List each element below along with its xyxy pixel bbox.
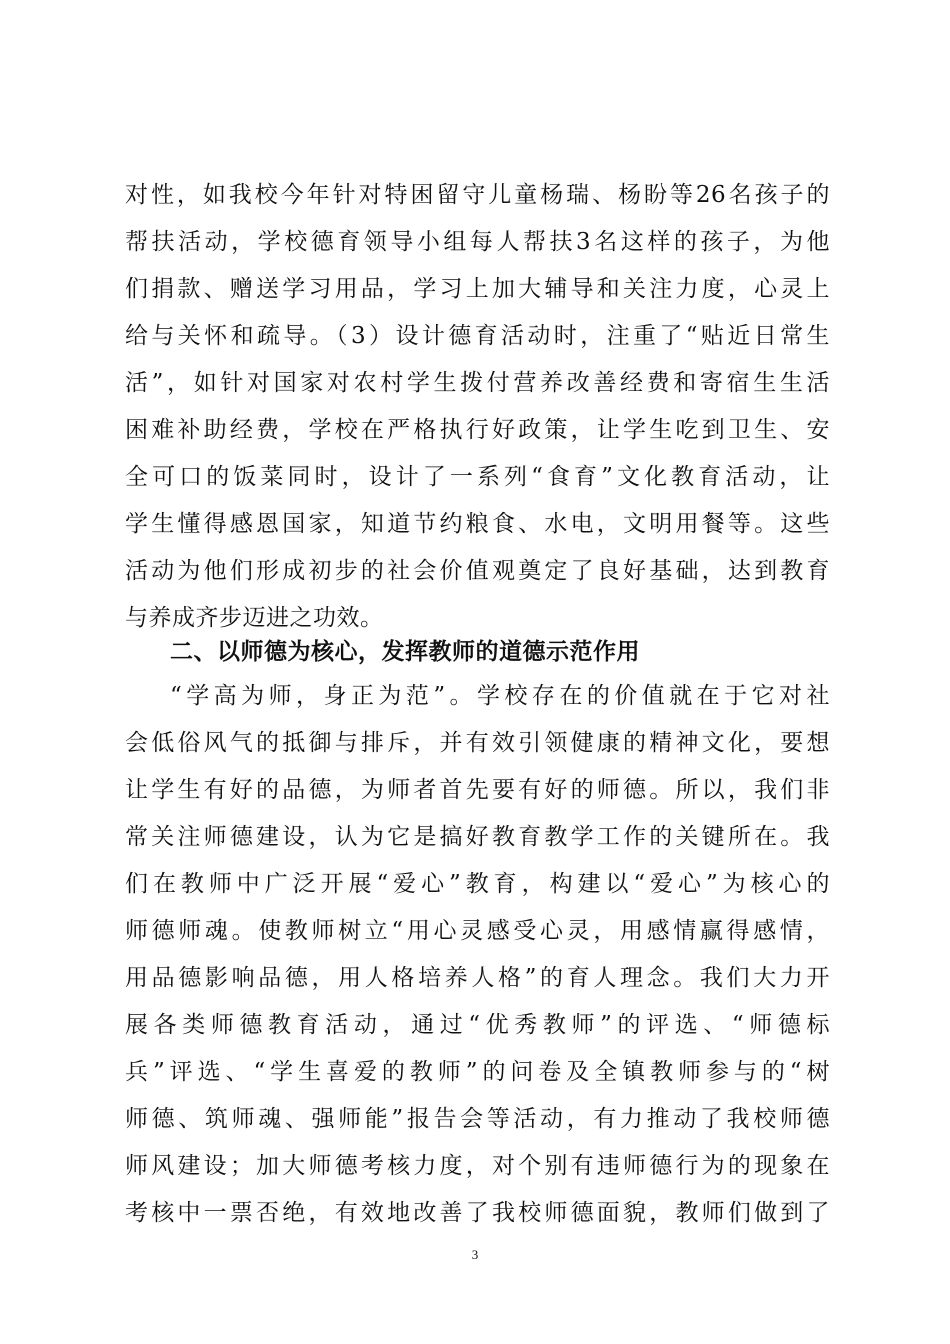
paragraph-2-line: 会低俗风气的抵御与排斥，并有效引领健康的精神文化，要想 [125,730,830,756]
paragraph-2-line: 师德、筑师魂、强师能”报告会等活动，有力推动了我校师德 [125,1106,830,1132]
paragraph-2-line: 考核中一票否绝，有效地改善了我校师德面貌，教师们做到了 [125,1200,830,1226]
paragraph-1-line: 对性，如我校今年针对特困留守儿童杨瑞、杨盼等26名孩子的 [125,182,830,208]
paragraph-2-line: 让学生有好的品德，为师者首先要有好的师德。所以，我们非 [125,777,830,803]
paragraph-2-line: 展各类师德教育活动，通过“优秀教师”的评选、“师德标 [125,1012,830,1038]
paragraph-1-line: 学生懂得感恩国家，知道节约粮食、水电，文明用餐等。这些 [125,511,830,537]
paragraph-2-line: 用品德影响品德，用人格培养人格”的育人理念。我们大力开 [125,965,830,991]
paragraph-2-line: 兵”评选、“学生喜爱的教师”的问卷及全镇教师参与的“树 [125,1059,830,1085]
paragraph-1-line: 活”，如针对国家对农村学生拨付营养改善经费和寄宿生生活 [125,370,830,396]
paragraph-1-line: 给与关怀和疏导。（3）设计德育活动时，注重了“贴近日常生 [125,323,830,349]
paragraph-2-line: 常关注师德建设，认为它是搞好教育教学工作的关键所在。我 [125,824,830,850]
paragraph-1-line: 活动为他们形成初步的社会价值观奠定了良好基础，达到教育 [125,558,830,584]
paragraph-2-line: 师风建设；加大师德考核力度，对个别有违师德行为的现象在 [125,1153,830,1179]
paragraph-1-line: 帮扶活动，学校德育领导小组每人帮扶3名这样的孩子，为他 [125,229,830,255]
paragraph-1-line: 们捐款、赠送学习用品，学习上加大辅导和关注力度，心灵上 [125,276,830,302]
paragraph-1-line: 与养成齐步迈进之功效。 [125,605,384,631]
paragraph-2-line: “学高为师，身正为范”。学校存在的价值就在于它对社 [170,683,830,709]
paragraph-2-line: 师德师魂。使教师树立“用心灵感受心灵，用感情赢得感情， [125,918,830,944]
section-heading: 二、以师德为核心，发挥教师的道德示范作用 [170,639,640,665]
paragraph-1-line: 困难补助经费，学校在严格执行好政策，让学生吃到卫生、安 [125,417,830,443]
paragraph-2-line: 们在教师中广泛开展“爱心”教育，构建以“爱心”为核心的 [125,871,830,897]
page-number: 3 [471,1247,479,1262]
paragraph-1-line: 全可口的饭菜同时，设计了一系列“食育”文化教育活动，让 [125,464,830,490]
